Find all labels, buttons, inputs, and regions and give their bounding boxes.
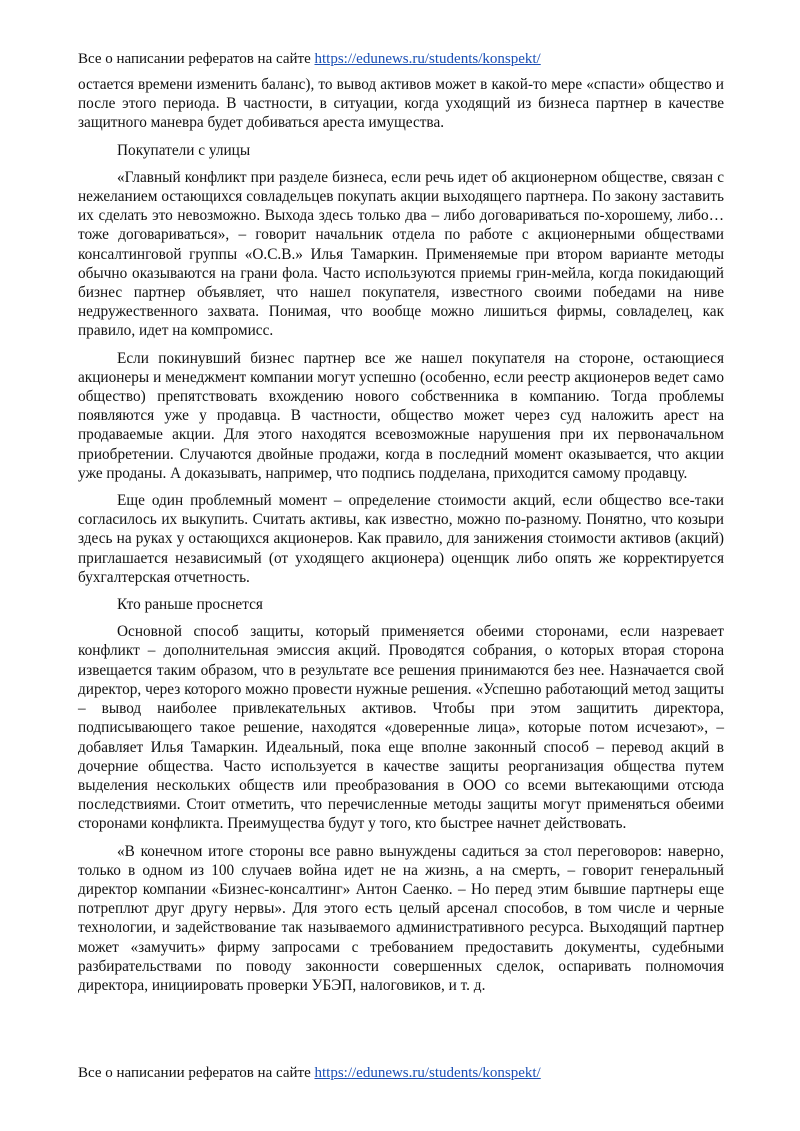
document-body	[78, 75, 724, 1003]
paragraph: «Главный конфликт при разделе бизнеса, если речь идет об акционерном обществе, связан с нежеланием остающихся совладельцев покупать акции выходящего партнера. По закону заставить их сделать это невозможно. Выхода здесь только два – либо договариваться по-хорошему, либо… тоже договариваться», – говорит начальник отдела по работе с акционерными обществами консалтинговой группы «О.С.В.» Илья Тамаркин. Применяемые при втором варианте методы обычно оказываются на грани фола. Часто используются приемы грин-мейла, когда покидающий бизнес партнер объявляет, что нашел покупателя, известного своими победами на ниве недружественного захвата. Понимая, что вообще можно лишиться фирмы, совладелец, как правило, идет на компромисс.	[78, 168, 724, 340]
page-footer	[78, 1064, 541, 1083]
footer-link[interactable]: https://edunews.ru/students/konspekt/	[314, 1065, 541, 1081]
paragraph: «В конечном итоге стороны все равно вынуждены садиться за стол переговоров: наверно, только в одном из 100 случаев война идет не на жизнь, а на смерть, – говорит генеральный директор компании «Бизнес-консалтинг» Антон Саенко. – Но перед этим бывшие партнеры еще потреплют друг другу нервы». Для этого есть целый арсенал способов, в том числе и черные технологии, и задействование так называемого административного ресурса. Выходящий партнер может «замучить» фирму запросами с требованием предоставить документы, судебными разбирательствами по поводу законности совершенных сделок, оспаривать полномочия директора, инициировать проверки УБЭП, налоговиков, и т. д.	[78, 842, 724, 994]
header-text: Все о написании рефератов на сайте	[78, 51, 315, 67]
footer-text: Все о написании рефератов на сайте	[78, 1065, 315, 1081]
section-heading: Кто раньше проснется	[117, 596, 263, 614]
paragraph: остается времени изменить баланс), то вывод активов может в какой-то мере «спасти» общество и после этого периода. В частности, в ситуации, когда уходящий из бизнеса партнер в качестве защитного маневра будет добиваться ареста имущества.	[78, 76, 724, 132]
paragraph: Если покинувший бизнес партнер все же нашел покупателя на стороне, остающиеся акционеры и менеджмент компании могут успешно (особенно, если реестр акционеров ведет само общество) препятствовать вхождению нового собственника в компанию. Тогда проблемы появляются уже у продавца. В частности, общество может через суд наложить арест на продаваемые акции. Для этого находятся всевозможные нарушения при их первоначальном приобретении. Случаются двойные продажи, когда в последний момент оказывается, что акции уже проданы. А доказывать, например, что подпись подделана, приходится самому продавцу.	[78, 349, 724, 482]
header-link[interactable]: https://edunews.ru/students/konspekt/	[314, 51, 541, 67]
paragraph: Основной способ защиты, который применяется обеими сторонами, если назревает конфликт – дополнительная эмиссия акций. Проводятся собрания, о которых вторая сторона извещается таким образом, что в результате все решения принимаются без нее. Назначается свой директор, через которого можно провести нужные решения. «Успешно работающий метод защиты – вывод наиболее привлекательных активов. Чтобы при этом защитить директора, подписывающего такое решение, находятся «доверенные лица», которые потом исчезают», – добавляет Илья Тамаркин. Идеальный, пока еще вполне законный способ – перевод акций в дочерние общества. Часто используется в качестве защиты реорганизация общества путем выделения нескольких обществ или преобразования в ООО со всеми вытекающими отсюда последствиями. Стоит отметить, что перечисленные методы защиты могут применяться обеими сторонами конфликта. Преимущества будут у того, кто быстрее начнет действовать.	[78, 623, 724, 833]
document-page	[78, 0, 724, 1131]
section-heading: Покупатели с улицы	[117, 141, 251, 159]
paragraph: Еще один проблемный момент – определение стоимости акций, если общество все-таки согласилось их выкупить. Считать активы, как известно, можно по-разному. Понятно, что козыри здесь на руках у остающихся акционеров. Как правило, для занижения стоимости активов (акций) приглашается независимый (от уходящего акционера) оценщик либо опять же корректируется бухгалтерская отчетность.	[78, 492, 724, 586]
page-header	[78, 50, 541, 69]
